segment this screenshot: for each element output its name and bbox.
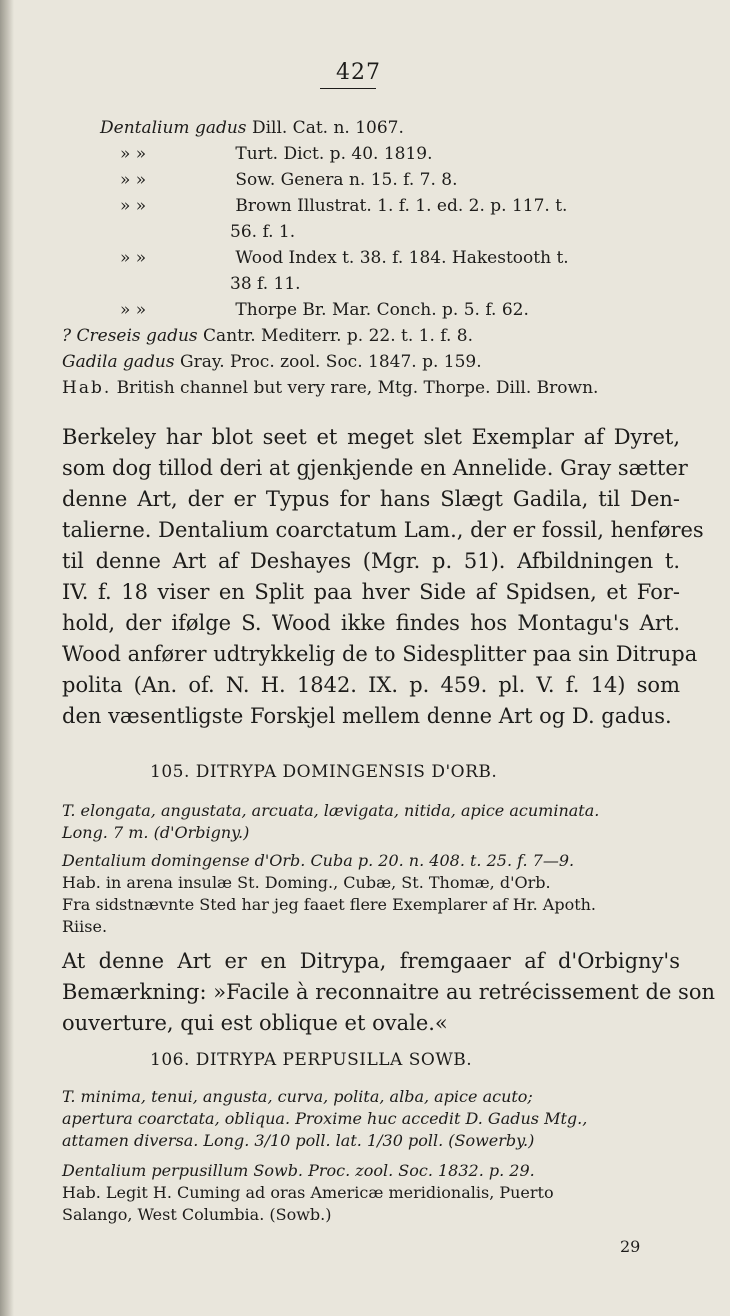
reference-line — [230, 222, 295, 242]
habitat-line: Salango, West Columbia. (Sowb.) — [62, 1205, 332, 1224]
habitat-line: Hab. Legit H. Cuming ad oras Americæ meridionalis, Puerto — [62, 1183, 554, 1202]
reference-text: 56. f. 1. — [230, 222, 296, 242]
note-line: Fra sidstnævnte Sted har jeg faaet flere Exemplarer af Hr. Apoth. — [62, 895, 597, 914]
paragraph-line: denne Art, der er Typus for hans Slægt Gadila, til Den- — [62, 487, 680, 511]
species-diagnosis — [62, 1086, 680, 1152]
paragraph-line: At denne Art er en Ditrypa, fremgaaer af d'Orbigny's — [62, 949, 680, 973]
reference-line — [62, 326, 473, 346]
reference-text: 38 f. 11. — [230, 274, 301, 294]
body-paragraph — [62, 946, 715, 1039]
reference-species: ? Creseis gadus — [62, 326, 198, 346]
body-paragraph — [62, 422, 704, 732]
habitat-label: Hab. — [62, 378, 112, 398]
reference-species: Gadila gadus — [62, 352, 175, 372]
paragraph-line: ouverture, qui est oblique et ovale.« — [62, 1011, 448, 1035]
reference-line — [230, 274, 301, 294]
reference-line: Dentalium domingense d'Orb. Cuba p. 20. n. 408. t. 25. f. 7—9. — [62, 851, 575, 870]
diagnosis-line: apertura coarctata, obliqua. Proxime huc accedit D. Gadus Mtg., — [62, 1109, 588, 1128]
ditto-marks: » » — [120, 300, 147, 320]
paragraph-line: hold, der ifølge S. Wood ikke findes hos Montagu's Art. — [62, 611, 680, 635]
reference-text: Turt. Dict. p. 40. 1819. — [235, 144, 433, 164]
paragraph-line: den væsentligste Forskjel mellem denne Art og D. gadus. — [62, 704, 672, 728]
paragraph-line: IV. f. 18 viser en Split paa hver Side af Spidsen, et For- — [62, 580, 680, 604]
paragraph-line: Bemærkning: »Facile à reconnaitre au retrécissement de son — [62, 980, 715, 1004]
species-heading: 106. DITRYPA PERPUSILLA SOWB. — [150, 1050, 473, 1070]
diagnosis-line: T. elongata, angustata, arcuata, lævigata, nitida, apice acuminata. — [62, 801, 600, 820]
paragraph-line: til denne Art af Deshayes (Mgr. p. 51). Afbildningen t. — [62, 549, 680, 573]
reference-line — [62, 352, 482, 372]
diagnosis-line: Long. 7 m. (d'Orbigny.) — [62, 823, 250, 842]
habitat-line: Hab. in arena insulæ St. Doming., Cubæ, St. Thomæ, d'Orb. — [62, 873, 551, 892]
ditto-marks: » » — [120, 170, 147, 190]
reference-text: Thorpe Br. Mar. Conch. p. 5. f. 62. — [235, 300, 529, 320]
ditto-marks: » » — [120, 144, 147, 164]
species-references — [62, 850, 680, 938]
diagnosis-line: attamen diversa. Long. 3/10 poll. lat. 1/30 poll. (Sowerby.) — [62, 1131, 535, 1150]
reference-text: Wood Index t. 38. f. 184. Hakestooth t. — [235, 248, 569, 268]
reference-line — [120, 248, 569, 268]
species-heading: 105. DITRYPA DOMINGENSIS D'ORB. — [150, 762, 498, 782]
species-diagnosis — [62, 800, 680, 844]
reference-line — [100, 118, 404, 138]
reference-line — [120, 144, 432, 164]
page-number-rule — [320, 88, 376, 89]
ditto-marks: » » — [120, 196, 147, 216]
note-line: Riise. — [62, 917, 108, 936]
habitat-text: British channel but very rare, Mtg. Thorpe. Dill. Brown. — [116, 378, 599, 398]
paragraph-line: Wood anfører udtrykkelig de to Sidesplitter paa sin Ditrupa — [62, 642, 698, 666]
reference-text: Dill. Cat. n. 1067. — [251, 118, 404, 138]
species-references — [62, 1160, 680, 1226]
ditto-marks: » » — [120, 248, 147, 268]
page-number: 427 — [336, 60, 381, 85]
reference-line — [120, 170, 457, 190]
printer-signature: 29 — [620, 1237, 641, 1256]
paragraph-line: talierne. Dentalium coarctatum Lam., der er fossil, henføres — [62, 518, 704, 542]
reference-line: Dentalium perpusillum Sowb. Proc. zool. Soc. 1832. p. 29. — [62, 1161, 535, 1180]
paragraph-line: som dog tillod deri at gjenkjende en Annelide. Gray sætter — [62, 456, 688, 480]
reference-species: Dentalium gadus — [100, 118, 247, 138]
reference-text: Cantr. Mediterr. p. 22. t. 1. f. 8. — [203, 326, 474, 346]
reference-text: Sow. Genera n. 15. f. 7. 8. — [235, 170, 458, 190]
paragraph-line: Berkeley har blot seet et meget slet Exemplar af Dyret, — [62, 425, 680, 449]
reference-text: Brown Illustrat. 1. f. 1. ed. 2. p. 117. t. — [235, 196, 568, 216]
reference-text: Gray. Proc. zool. Soc. 1847. p. 159. — [180, 352, 482, 372]
diagnosis-line: T. minima, tenui, angusta, curva, polita, alba, apice acuto; — [62, 1087, 533, 1106]
paragraph-line: polita (An. of. N. H. 1842. IX. p. 459. pl. V. f. 14) som — [62, 673, 680, 697]
habitat-line — [62, 378, 598, 398]
reference-line — [120, 196, 567, 216]
reference-line — [120, 300, 529, 320]
